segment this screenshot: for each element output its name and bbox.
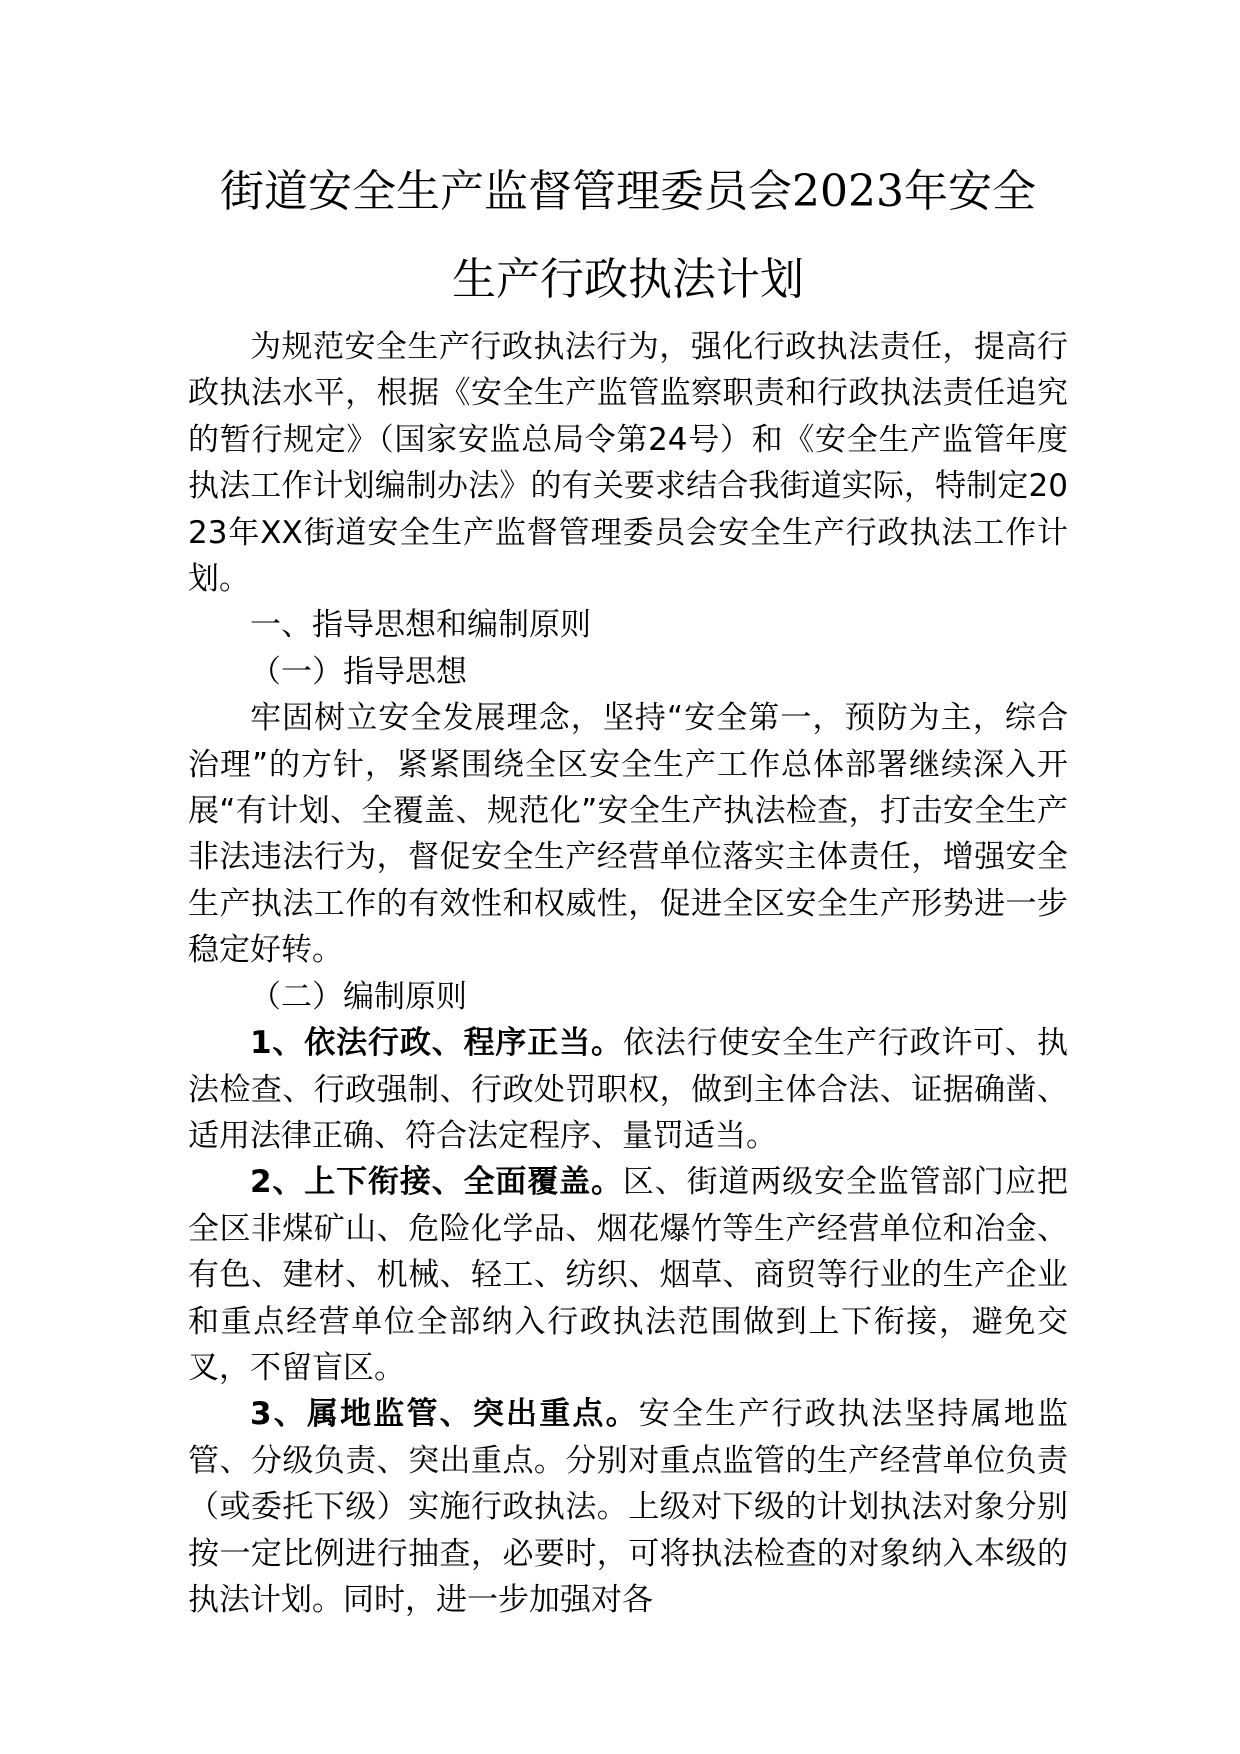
principle-2-lead: 2、上下衔接、全面覆盖。 [250,1164,623,1201]
principle-2-paragraph [188,1159,1068,1391]
title-line-1: 街道安全生产监督管理委员会2023年安全 [220,166,1036,217]
principle-3-text: 安全生产行政执法坚持属地监管、分级负责、突出重点。分别对重点监管的生产经营单位负责（或委托下级）实施行政执法。上级对下级的计划执法对象分别按一定比例进行抽查，必要时，可将执法检查的对象纳入本级的执法计划。同时，进一步加强对各 [188,1396,1068,1618]
document-page [188,148,1068,1623]
section-1-heading: 一、指导思想和编制原则 [250,607,591,644]
guiding-thought-paragraph: 牢固树立安全发展理念，坚持“安全第一，预防为主，综合治理”的方针，紧紧围绕全区安全生产工作总体部署继续深入开展“有计划、全覆盖、规范化”安全生产执法检查，打击安全生产非法违法行为，督促安全生产经营单位落实主体责任，增强安全生产执法工作的有效性和权威性，促进全区安全生产形势进一步稳定好转。 [188,700,1068,969]
principle-1-text: 依法行使安全生产行政许可、执法检查、行政强制、行政处罚职权，做到主体合法、证据确凿、适用法律正确、符合法定程序、量罚适当。 [188,1025,1068,1154]
document-title [158,148,1098,324]
intro-paragraph: 为规范安全生产行政执法行为，强化行政执法责任，提高行政执法水平，根据《安全生产监管监察职责和行政执法责任追究的暂行规定》（国家安监总局令第24号）和《安全生产监管年度执法工作计划编制办法》的有关要求结合我街道实际，特制定2023年XX街道安全生产监督管理委员会安全生产行政执法工作计划。 [188,329,1068,598]
section-1-subheading-2: （二）编制原则 [250,978,467,1015]
principle-1-lead: 1、依法行政、程序正当。 [250,1025,623,1062]
principle-3-paragraph [188,1391,1068,1623]
document-body [188,324,1068,1623]
principle-2-text: 区、街道两级安全监管部门应把全区非煤矿山、危险化学品、烟花爆竹等生产经营单位和冶金、有色、建材、机械、轻工、纺织、烟草、商贸等行业的生产企业和重点经营单位全部纳入行政执法范围做到上下衔接，避免交叉，不留盲区。 [188,1164,1068,1386]
section-1-subheading-1: （一）指导思想 [250,653,467,690]
title-line-2: 生产行政执法计划 [452,254,804,305]
principle-3-lead: 3、属地监管、突出重点。 [250,1396,639,1433]
principle-1-paragraph [188,1020,1068,1159]
